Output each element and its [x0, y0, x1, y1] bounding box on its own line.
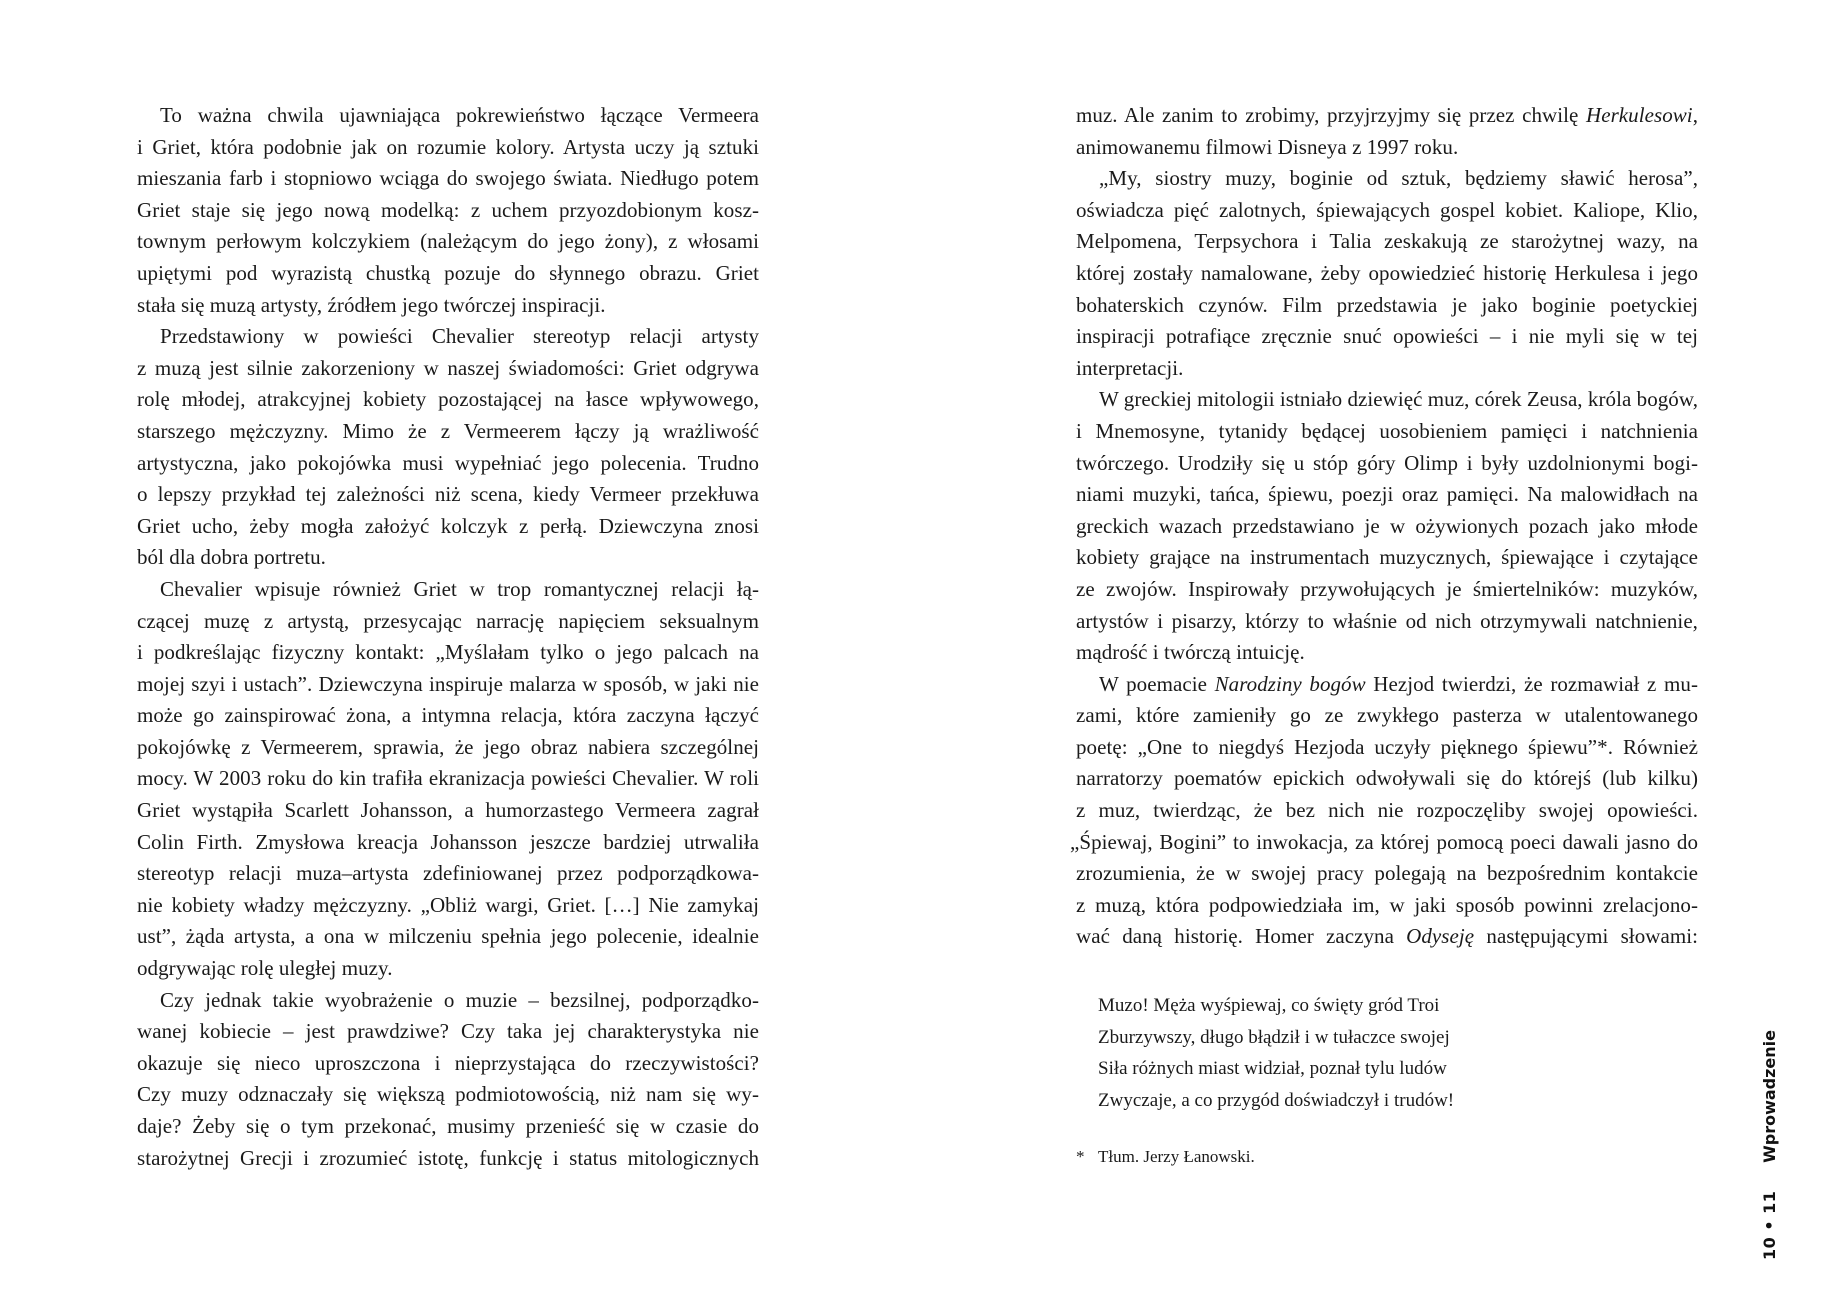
text-line: Griet wystąpiła Scarlett Johansson, a humorzastego Vermeera zagrał [137, 798, 759, 823]
text-line [1076, 542, 1698, 574]
text-line: odgrywając rolę uległej muzy. [137, 956, 393, 981]
text-line [1076, 321, 1698, 353]
text-line: To ważna chwila ujawniająca pokrewieństwo łączące Vermeera [160, 103, 759, 127]
text-line [1076, 100, 1698, 132]
text-line: Griet ucho, żeby mogła założyć kolczyk z perłą. Dziewczyna znosi [137, 513, 759, 538]
text-run: , [1692, 103, 1698, 127]
text-line [1076, 858, 1698, 890]
text-line: czącej muzę z artystą, przesycając narrację napięciem seksualnym [137, 608, 759, 633]
text-line: i Griet, która podobnie jak on rozumie kolory. Artysta uczy ją sztuki [137, 134, 759, 159]
text-line: starszego mężczyzny. Mimo że z Vermeerem łączy ją wrażliwość [137, 418, 759, 443]
poem-line: Zburzywszy, długo błądził i w tułaczce swojej [1098, 1026, 1450, 1048]
text-line [1076, 290, 1698, 322]
text-run: zami, które zamieniły go ze zwykłego pasterza w utalentowanego [1076, 703, 1698, 728]
text-run: artystów i pisarzy, którzy to właśnie od nich otrzymywali natchnienie, [1076, 608, 1698, 633]
text-run: inspiracji potrafiące zręcznie snuć opowieści – i nie myli się w tej [1076, 324, 1698, 349]
text-line [1076, 384, 1698, 416]
text-run: ze zwojów. Inspirowały przywołujących je śmiertelników: muzyków, [1076, 576, 1698, 601]
text-run: z muzą, która podpowiedziała im, w jaki sposób powinni zrelacjono- [1076, 892, 1698, 917]
footnote-text: Tłum. Jerzy Łanowski. [1098, 1147, 1255, 1166]
text-line: upiętymi pod wyrazistą chustką pozuje do słynnego obrazu. Griet [137, 260, 759, 285]
poem-quotation [1098, 990, 1658, 1116]
text-line: nie kobiety władzy mężczyzny. „Obliż wargi, Griet. […] Nie zamykaj [137, 892, 759, 917]
text-line: Chevalier wpisuje również Griet w trop romantycznej relacji łą- [160, 576, 759, 601]
text-line [1076, 258, 1698, 290]
text-line [1076, 606, 1698, 638]
italic-title: Narodziny bogów [1214, 671, 1366, 696]
text-run: kobiety grające na instrumentach muzycznych, śpiewające i czytające [1076, 545, 1698, 570]
text-line [1076, 416, 1698, 448]
text-line: artystyczna, jako pokojówka musi wypełniać jego polecenia. Trudno [137, 450, 759, 475]
italic-title: Herkulesowi [1585, 103, 1693, 127]
text-run: Melpomena, Terpsychora i Talia zeskakują ze starożytnej wazy, na [1076, 229, 1698, 254]
text-line [1076, 890, 1698, 922]
text-line [1070, 827, 1698, 859]
text-line [1076, 795, 1698, 827]
text-line: pokojówkę z Vermeerem, sprawia, że jego obraz nabiera szczególnej [137, 734, 759, 759]
text-line: z muzą jest silnie zakorzeniony w naszej świadomości: Griet odgrywa [137, 355, 759, 380]
poem-line: Muzo! Męża wyśpiewaj, co święty gród Troi [1098, 995, 1440, 1016]
text-run: „Śpiewaj, Bogini” to inwokacja, za której pomocą poeci dawali jasno do [1070, 829, 1698, 854]
text-run: z muz, twierdząc, że bez nich nie rozpoczęliby swojej opowieści. [1076, 798, 1698, 823]
running-head [1756, 1030, 1782, 1260]
text-line [1076, 511, 1698, 543]
right-page-body-text [1070, 100, 1698, 953]
text-run: animowanemu filmowi Disneya z 1997 roku. [1076, 134, 1459, 159]
text-run: W poemacie [1099, 671, 1215, 696]
text-run: mądrość i twórczą intuicję. [1076, 640, 1305, 665]
text-line: mocy. W 2003 roku do kin trafiła ekranizacja powieści Chevalier. W roli [137, 766, 759, 791]
text-line: Griet staje się jego nową modelką: z uchem przyozdobionym kosz- [137, 197, 759, 222]
text-line: ust”, żąda artysta, a ona w milczeniu spełnia jego polecenie, idealnie [137, 924, 759, 949]
right-page [915, 0, 1831, 1299]
text-line: okazuje się nieco uproszczona i nieprzystająca do rzeczywistości? [137, 1050, 759, 1075]
text-run: wać daną historię. Homer zaczyna [1076, 924, 1407, 949]
text-run: następującymi słowami: [1474, 924, 1698, 949]
text-line [1076, 732, 1698, 764]
page-numbers: 10 • 11 [1759, 1190, 1779, 1260]
text-run: greckich wazach przedstawiano je w ożywionych pozach jako młode [1076, 513, 1698, 538]
text-line: stereotyp relacji muza–artysta zdefiniowanej przez podporządkowa- [137, 861, 759, 886]
text-line: rolę młodej, atrakcyjnej kobiety pozostającej na łasce wpływowego, [137, 387, 759, 412]
text-run: i Mnemosyne, tytanidy będącej uosobieniem pamięci i natchnienia [1076, 418, 1698, 443]
section-title: Wprowadzenie [1759, 1030, 1779, 1163]
text-line: Czy muzy odznaczały się większą podmiotowością, niż nam się wy- [137, 1082, 759, 1107]
text-line [1076, 479, 1698, 511]
text-run: Hezjod twierdzi, że rozmawiał z mu- [1365, 671, 1698, 696]
text-line: mieszania farb i stopniowo wciąga do swojego świata. Niedługo potem [137, 166, 759, 191]
footnote [1076, 1146, 1255, 1168]
text-line [1076, 700, 1698, 732]
text-run: niami muzyki, tańca, śpiewu, poezji oraz pamięci. Na malowidłach na [1076, 482, 1698, 507]
text-line: i podkreślając fizyczny kontakt: „Myślałam tylko o jego palcach na [137, 640, 759, 665]
text-line [1076, 637, 1698, 669]
text-line [1076, 921, 1698, 953]
text-run: twórczego. Urodziły się u stóp góry Olimp i były uzdolnionymi bogi- [1076, 450, 1698, 475]
left-page [0, 0, 915, 1299]
text-run: zrozumienia, że w swojej pracy polegają na bezpośrednim kontakcie [1076, 861, 1698, 886]
text-line: wanej kobiecie – jest prawdziwe? Czy taka jej charakterystyka nie [137, 1019, 759, 1044]
text-line: daje? Żeby się o tym przekonać, musimy przenieść się w czasie do [137, 1114, 759, 1138]
poem-line: Siła różnych miast widział, poznał tylu ludów [1098, 1058, 1447, 1080]
text-line [1076, 669, 1698, 701]
text-line: townym perłowym kolczykiem (należącym do jego żony), z włosami [137, 229, 759, 254]
text-line: ból dla dobra portretu. [137, 545, 326, 570]
text-line [1076, 132, 1698, 164]
text-line: Colin Firth. Zmysłowa kreacja Johansson jeszcze bardziej utrwaliła [137, 829, 759, 854]
italic-title: Odyseję [1406, 924, 1475, 949]
text-line [1076, 574, 1698, 606]
text-run: bohaterskich czynów. Film przedstawia je jako boginie poetyckiej [1076, 292, 1698, 317]
text-run: interpretacji. [1076, 355, 1184, 380]
left-page-body-text [137, 100, 759, 1174]
text-run: „My, siostry muzy, boginie od sztuk, będziemy sławić herosa”, [1099, 166, 1698, 191]
text-line [1076, 763, 1698, 795]
text-line: Przedstawiony w powieści Chevalier stereotyp relacji artysty [160, 324, 759, 349]
poem-line: Zwyczaje, a co przygód doświadczył i trudów! [1098, 1089, 1455, 1111]
text-run: której zostały namalowane, żeby opowiedzieć historię Herkulesa i jego [1076, 260, 1698, 285]
text-line [1076, 353, 1698, 385]
text-line: stała się muzą artysty, źródłem jego twórczej inspiracji. [137, 292, 606, 317]
text-run: narratorzy poematów epickich odwoływali się do którejś (lub kilku) [1076, 766, 1698, 791]
text-line [1076, 195, 1698, 227]
text-line: starożytnej Grecji i zrozumieć istotę, funkcję i status mitologicznych [137, 1145, 759, 1170]
text-line [1076, 448, 1698, 480]
text-line [1076, 226, 1698, 258]
text-line [1076, 163, 1698, 195]
text-line: o lepszy przykład tej zależności niż scena, kiedy Vermeer przekłuwa [137, 482, 759, 507]
text-run: muz. Ale zanim to zrobimy, przyjrzyjmy się przez chwilę [1076, 103, 1586, 127]
text-line: może go zainspirować żona, a intymna relacja, która zaczyna łączyć [137, 703, 759, 728]
footnote-marker: * [1076, 1147, 1085, 1166]
text-line: mojej szyi i ustach”. Dziewczyna inspiruje malarza w sposób, w jaki nie [137, 671, 759, 696]
text-line: Czy jednak takie wyobrażenie o muzie – bezsilnej, podporządko- [160, 987, 759, 1012]
text-run: oświadcza pięć zalotnych, śpiewających gospel kobiet. Kaliope, Klio, [1076, 197, 1698, 222]
text-run: poetę: „One to niegdyś Hezjoda uczyły pięknego śpiewu”*. Również [1076, 734, 1698, 759]
text-run: W greckiej mitologii istniało dziewięć muz, córek Zeusa, króla bogów, [1099, 387, 1698, 412]
